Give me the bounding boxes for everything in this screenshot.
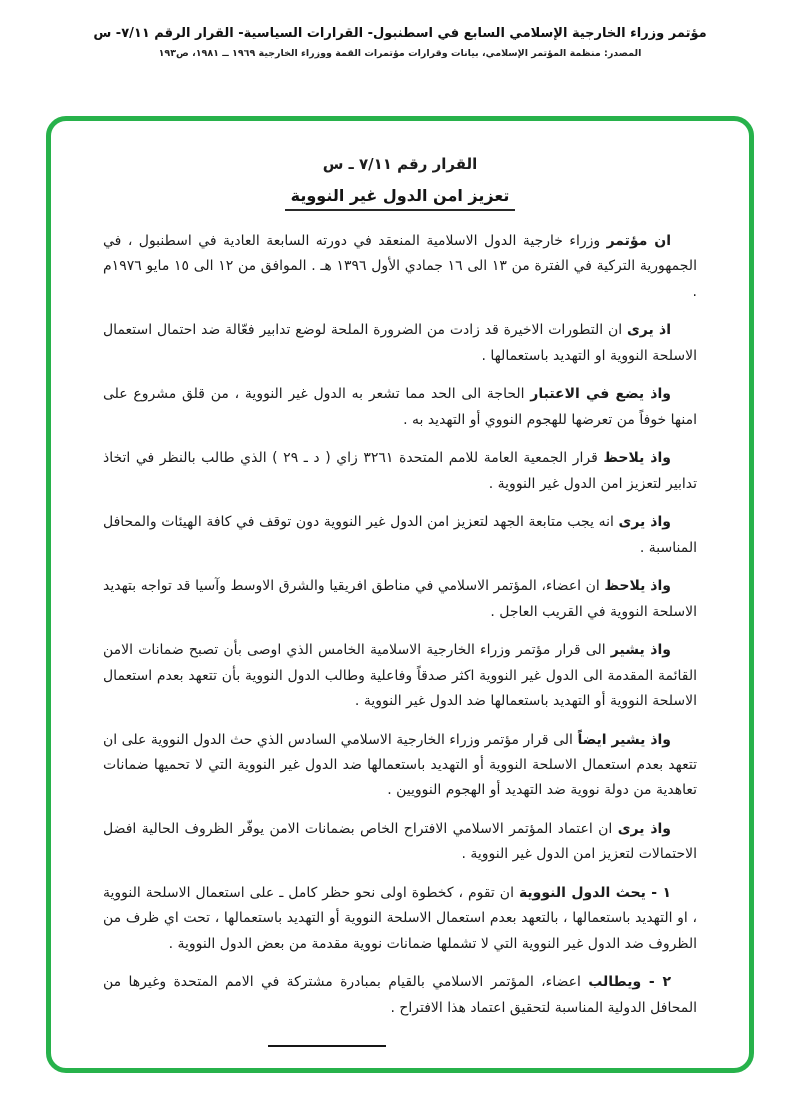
- paragraph: [103, 382, 697, 433]
- paragraph-lead: واذ يلاحظ: [603, 450, 671, 467]
- paragraph-text: ان التطورات الاخيرة قد زادت من الضرورة الملحة لوضع تدابير فعّالة ضد احتمال استعمال الاسلحة النووية او التهديد باستعمالها .: [103, 322, 697, 364]
- paragraph: [103, 638, 697, 714]
- paragraph: [103, 728, 697, 804]
- paragraph: [103, 881, 697, 957]
- header-title: مؤتمر وزراء الخارجية الإسلامي السابع في اسطنبول- القرارات السياسية- القرار الرقم ٧/١١- س: [93, 26, 707, 41]
- paragraph-lead: واذ يضع في الاعتبار: [530, 386, 671, 403]
- paragraph-lead: واذ يرى: [617, 820, 672, 837]
- paragraph-text: ان اعضاء، المؤتمر الاسلامي في مناطق افريقيا والشرق الاوسط وآسيا قد تواجه بتهديد الاسلحة النووية في القريب العاجل .: [103, 578, 697, 620]
- paragraph: [103, 229, 697, 305]
- resolution-number-title: القرار رقم ٧/١١ ـ س: [322, 155, 478, 173]
- paragraph-text: وزراء خارجية الدول الاسلامية المنعقد في دورته السابعة العادية في اسطنبول ، في الجمهورية التركية في الفترة من ١٣ الى ١٦ جمادي الأول ١٣٩٦ هـ . الموافق من ١٢ الى ١٥ مايو ١٩٧٦م .: [103, 233, 697, 300]
- paragraph-lead: اذ يرى: [626, 322, 671, 339]
- paragraph-lead: واذ يشير ايضاً: [577, 731, 672, 748]
- paragraph-text: قرار الجمعية العامة للامم المتحدة ٣٢٦١ زاي ( د ـ ٢٩ ) الذي طالب بالنظر في اتخاذ تدابير لتعزيز امن الدول غير النووية .: [103, 450, 697, 492]
- paragraph: [103, 446, 697, 497]
- separator-line: [268, 1045, 386, 1047]
- paragraph: [103, 574, 697, 625]
- document-border-frame: [46, 116, 754, 1073]
- paragraph: [103, 510, 697, 561]
- page-header: [0, 0, 800, 59]
- paragraph-lead: ١ - يحث الدول النووية: [518, 884, 671, 901]
- paragraph-text: اعضاء، المؤتمر الاسلامي بالقيام بمبادرة مشتركة في الامم المتحدة وغيرها من المحافل الدولية المناسبة لتحقيق اعتماد هذا الافتراح .: [103, 974, 697, 1016]
- resolution-subject-wrap: [103, 186, 697, 211]
- paragraph-lead: ٢ - ويطالب: [588, 974, 671, 991]
- paragraph-text: ان اعتماد المؤتمر الاسلامي الافتراح الخاص بضمانات الامن يوفّر الظروف الحالية افضل الاحتمالات لتعزيز امن الدول غير النووية .: [103, 820, 697, 863]
- paragraph-lead: واذ يرى: [618, 514, 671, 531]
- resolution-subject-title: تعزيز امن الدول غير النووية: [285, 186, 516, 211]
- paragraph: [103, 318, 697, 369]
- resolution-body: [103, 229, 697, 1021]
- paragraph-lead: ان مؤتمر: [606, 233, 671, 249]
- paragraph: [103, 817, 697, 868]
- paragraph-text: الى قرار مؤتمر وزراء الخارجية الاسلامي السادس الذي حث الدول النووية على ان تتعهد بعدم استعمال الاسلحة النووية أو التهديد باستعمالها ضد الدول غير النووية التي لا تحميها ضمانات تعاهدية من دولة نووية ضد التهديد أو الهجوم النوويين .: [103, 731, 697, 799]
- paragraph-lead: واذ يلاحظ: [604, 578, 671, 595]
- paragraph-text: انه يجب متابعة الجهد لتعزيز امن الدول غير النووية دون توقف في كافة الهيئات والمحافل المناسبة .: [103, 514, 697, 556]
- paragraph-text: الى قرار مؤتمر وزراء الخارجية الاسلامية الخامس الذي اوصى بأن تصبح ضمانات الامن القائمة المقدمة الى الدول غير النووية اكثر صدقاً وفاعلية وطالب الدول النووية بأن تتعهد بعدم استعمال الاسلحة النووية أو التهديد باستعمالها ضد الدول غير النووية .: [103, 642, 697, 710]
- paragraph: [103, 970, 697, 1021]
- paragraph-text: ان تقوم ، كخطوة اولى نحو حظر كامل ـ على استعمال الاسلحة النووية ، او التهديد باستعمالها ، بالتعهد بعدم استعمال الاسلحة النووية أو التهديد باستعمالها ، تحت اي ظرف من الظروف ضد الدول غير النووية التي لا تشملها ضمانات نووية مقدمة من بعض الدول النووية .: [103, 884, 697, 952]
- paragraph-lead: واذ يشير: [610, 642, 671, 659]
- header-source: المصدر: منظمة المؤتمر الإسلامي، بيانات وقرارات مؤتمرات القمة ووزراء الخارجية ١٩٦٩ ــ ١٩٨١، ص١٩٣: [158, 48, 642, 59]
- paragraph-text: الحاجة الى الحد مما تشعر به الدول غير النووية ، من قلق مشروع على امنها خوفاً من تعرضها للهجوم النووي أو التهديد به .: [103, 386, 697, 428]
